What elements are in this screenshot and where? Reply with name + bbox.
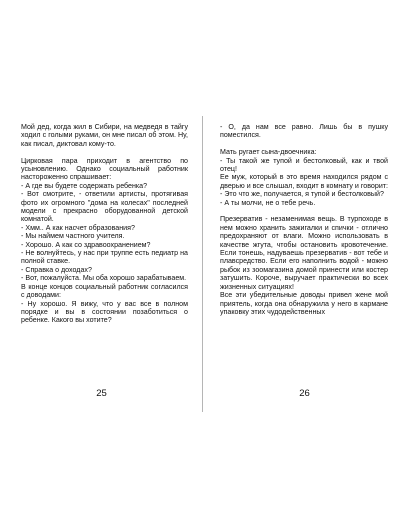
- paragraph: - А ты молчи, не о тебе речь.: [220, 198, 316, 207]
- paragraph: - Хорошо. А как со здравоохранением?: [21, 240, 151, 249]
- paragraph: - Ты такой же тупой и бестолковый, как и твой отец!: [220, 156, 388, 174]
- paragraph: - Вот, пожалуйста. Мы оба хорошо зарабатываем.: [21, 274, 187, 283]
- paragraph: - Ну хорошо. Я вижу, что у вас все в полном порядке и вы в состоянии позаботиться о ребенке. Какого вы хотите?: [21, 299, 188, 325]
- left-page-text: [21, 123, 188, 325]
- paragraph: - Мы наймем частного учителя.: [21, 232, 125, 241]
- paragraph: - О, да нам все равно. Лишь бы в пушку поместился.: [220, 123, 388, 140]
- paragraph: В конце концов социальный работник согласился с доводами:: [21, 282, 188, 300]
- paragraph: - Это что же, получается, я тупой и бестолковый?: [220, 190, 384, 199]
- right-page: [203, 0, 406, 516]
- paragraph: - Справка о доходах?: [21, 265, 92, 274]
- paragraph: - А где вы будете содержать ребенка?: [21, 181, 148, 190]
- paragraph: - Вот смотрите, - ответили артисты, протягивая фото их огромного "дома на колесах" последней модели с прекрасно оборудованной детской комнатой.: [21, 190, 188, 224]
- paragraph: Презерватив - незаменимая вещь. В турпоходе в нем можно хранить зажигалки и спички - отлично предохраняют от влаги. Можно использовать в качестве жгута, чтобы остановить кровотечение. Если тонешь, надуваешь презерватив - вот тебе и плавсредство. Если его наполнить водой - можно рыбок из зоомагазина домой принести или костер затушить. Короче, выручает практически во всех жизненных ситуациях!: [220, 215, 388, 291]
- paragraph: Все эти убедительные доводы привел жене мой приятель, когда она обнаружила у него в кармане упаковку этих чудодейственных: [220, 291, 388, 316]
- paragraph: Цирковая пара приходит в агентство по усыновлению. Однако социальный работник настороженно спрашивает:: [21, 156, 188, 182]
- paragraph: Ее муж, который в это время находился рядом с дверью и все слышал, входит в комнату и говорит:: [220, 173, 389, 190]
- right-page-text: [220, 123, 388, 316]
- paragraph: - Не волнуйтесь, у нас при труппе есть педиатр на полной ставке.: [21, 249, 188, 266]
- paragraph: Мать ругает сына-двоечника:: [220, 148, 317, 157]
- page-number: 25: [96, 388, 107, 399]
- paragraph: - Хмм.. А как насчет образования?: [21, 223, 135, 232]
- paragraph: Мой дед, когда жил в Сибири, на медведя в тайгу ходил с голыми руками, он мне писал об этом. Ну, как писал, диктовал кому-то.: [21, 123, 188, 148]
- page-number: 26: [299, 388, 310, 399]
